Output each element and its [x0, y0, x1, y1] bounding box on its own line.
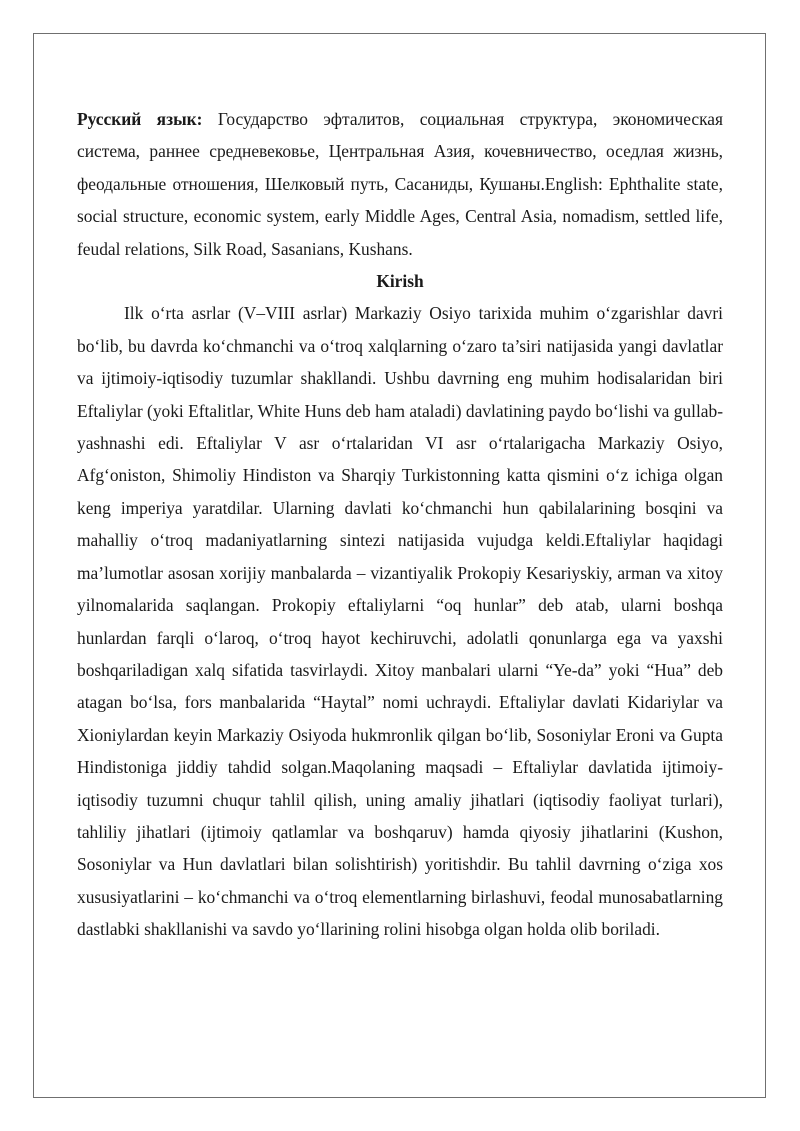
document-body [77, 103, 723, 946]
keywords-paragraph [77, 103, 723, 265]
intro-paragraph: Ilk o‘rta asrlar (V–VIII asrlar) Markaziy Osiyo tarixida muhim o‘zgarishlar davri bo‘lib, bu davrda ko‘chmanchi va o‘troq xalqlarning o‘zaro ta’siri natijasida yangi davlatlar va ijtimoiy-iqtisodiy tuzumlar shakllandi. Ushbu davrning eng muhim hodisalaridan biri Eftaliylar (yoki Eftalitlar, White Huns deb ham ataladi) davlatining paydo bo‘lishi va gullab-yashnashi edi. Eftaliylar V asr o‘rtalaridan VI asr o‘rtalarigacha Markaziy Osiyo, Afg‘oniston, Shimoliy Hindiston va Sharqiy Turkistonning katta qismini o‘z ichiga olgan keng imperiya yaratdilar. Ularning davlati ko‘chmanchi hun qabilalarining bosqini va mahalliy o‘troq madaniyatlarning sintezi natijasida vujudga keldi.Eftaliylar haqidagi ma’lumotlar asosan xorijiy manbalarda – vizantiyalik Prokopiy Kesariyskiy, arman va xitoy yilnomalarida saqlangan. Prokopiy eftaliylarni “oq hunlar” deb atab, ularni boshqa hunlardan farqli o‘laroq, o‘troq hayot kechiruvchi, adolatli qonunlarga ega va yaxshi boshqariladigan xalq sifatida tasvirlaydi. Xitoy manbalari ularni “Ye-da” yoki “Hua” deb atagan bo‘lsa, fors manbalarida “Haytal” nomi uchraydi. Eftaliylar davlati Kidariylar va Xioniylardan keyin Markaziy Osiyoda hukmronlik qilgan bo‘lib, Sosoniylar Eroni va Gupta Hindistoniga jiddiy tahdid solgan.Maqolaning maqsadi – Eftaliylar davlatida ijtimoiy-iqtisodiy tuzumni chuqur tahlil qilish, uning amaliy jihatlari (iqtisodiy faoliyat turlari), tahliliy jihatlari (ijtimoiy qatlamlar va boshqaruv) hamda qiyosiy jihatlarini (Kushon, Sosoniylar va Hun davlatlari bilan solishtirish) yoritishdir. Bu tahlil davrning o‘ziga xos xususiyatlarini – ko‘chmanchi va o‘troq elementlarning birlashuvi, feodal munosabatlarning dastlabki shakllanishi va savdo yo‘llarining rolini hisobga olgan holda olib boriladi. [77, 303, 723, 940]
keywords-text: Государство эфталитов, социальная структура, экономическая система, раннее средневековье, Центральная Азия, кочевничество, оседлая жизнь, феодальные отношения, Шелковый путь, Сасаниды, Кушаны.English: Ephthalite state, social structure, economic system, early Middle Ages, Central Asia, nomadism, settled life, feudal relations, Silk Road, Sasanians, Kushans. [77, 109, 723, 259]
keywords-label: Русский язык: [77, 109, 203, 129]
section-heading: Kirish [376, 271, 424, 292]
